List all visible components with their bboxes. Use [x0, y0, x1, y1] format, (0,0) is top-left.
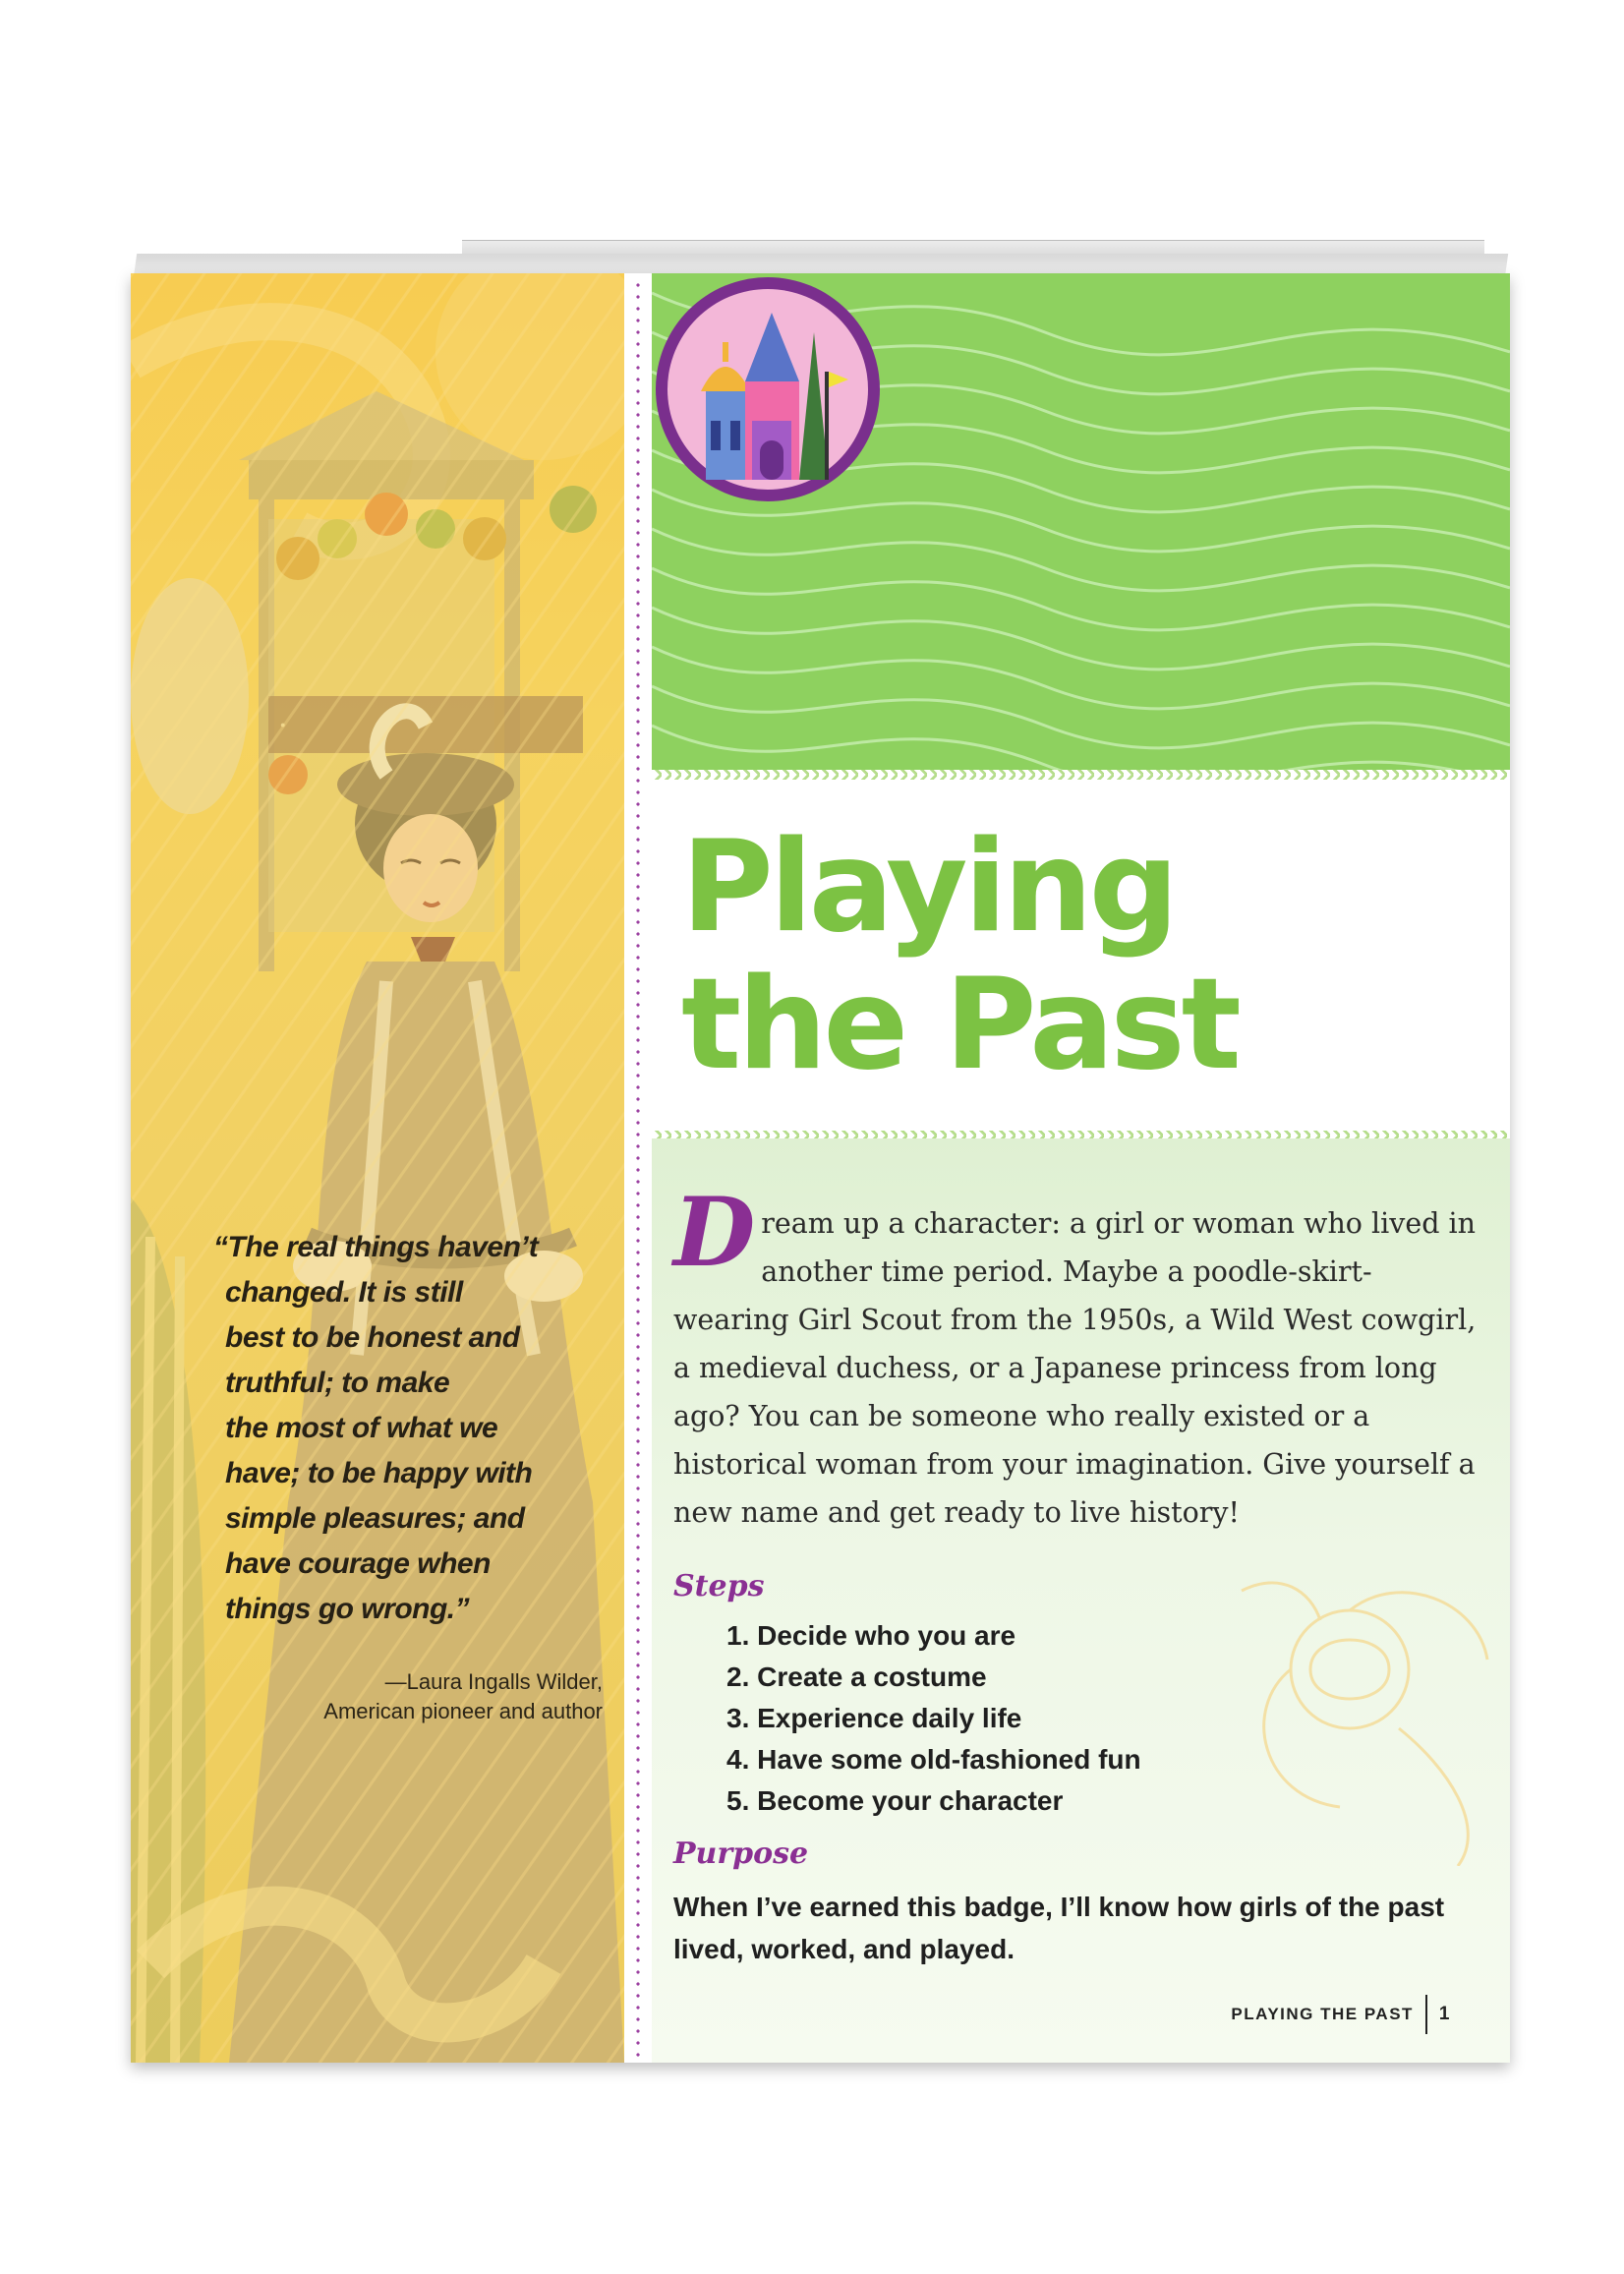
attribution-role: American pioneer and author: [323, 1699, 603, 1723]
page-footer: [1231, 1995, 1451, 2034]
right-content-panel: [652, 273, 1510, 2063]
purpose-text: When I’ve earned this badge, I’ll know how girls of the past lived, worked, and played.: [673, 1892, 1445, 1964]
drop-cap: D: [673, 1177, 756, 1288]
quote-line: have; to be happy with: [225, 1457, 533, 1489]
quote-line: “The real things haven’t: [213, 1231, 539, 1263]
attribution-name: —Laura Ingalls Wilder,: [384, 1669, 603, 1694]
quote-line: truthful; to make: [225, 1367, 450, 1399]
list-item: 4. Have some old-fashioned fun: [726, 1744, 1141, 1775]
purpose-heading: Purpose: [673, 1837, 809, 1871]
list-item: 3. Experience daily life: [726, 1703, 1022, 1733]
wilder-quote: [213, 1225, 604, 1632]
dotted-divider: [624, 273, 652, 2063]
list-item: 1. Decide who you are: [726, 1620, 1016, 1651]
quote-line: have courage when: [225, 1547, 491, 1580]
quote-attribution: [249, 1667, 603, 1726]
footer-separator: [1425, 1995, 1427, 2034]
intro-text: ream up a character: a girl or woman who lived in another time period. Maybe a poodle-skirt-wearing Girl Scout from the 1950s, a Wild West cowgirl, a medieval duchess, or a Japanese princess from long ago? You can be someone who really existed or a historical woman from your imagination. Give yourself a new name and get ready to live history!: [673, 1207, 1477, 1529]
zigzag-border-top: [652, 770, 1510, 780]
victorian-woman-illustration: [131, 273, 624, 2063]
title-line-2: the Past: [681, 952, 1238, 1098]
quote-line: simple pleasures; and: [225, 1502, 525, 1535]
castle-badge-icon: [652, 273, 884, 505]
badge-banner: [652, 273, 1510, 770]
quote-line: the most of what we: [225, 1412, 498, 1444]
steps-heading: Steps: [673, 1569, 765, 1603]
quote-line: best to be honest and: [225, 1321, 520, 1354]
left-illustration-panel: [131, 273, 624, 2063]
list-item: 5. Become your character: [726, 1785, 1064, 1816]
booklet-page: [131, 273, 1510, 2063]
quote-line: changed. It is still: [225, 1276, 463, 1309]
page-number: 1: [1438, 2004, 1451, 2024]
page-title: [681, 814, 1497, 1098]
rose-outline-decoration: [1202, 1512, 1510, 1866]
footer-label: PLAYING THE PAST: [1231, 2005, 1414, 2023]
quote-line: things go wrong.”: [225, 1593, 470, 1625]
title-line-1: Playing: [681, 814, 1176, 961]
intro-paragraph: [673, 1177, 1479, 1537]
list-item: 2. Create a costume: [726, 1662, 987, 1692]
steps-list: [726, 1615, 1141, 1822]
